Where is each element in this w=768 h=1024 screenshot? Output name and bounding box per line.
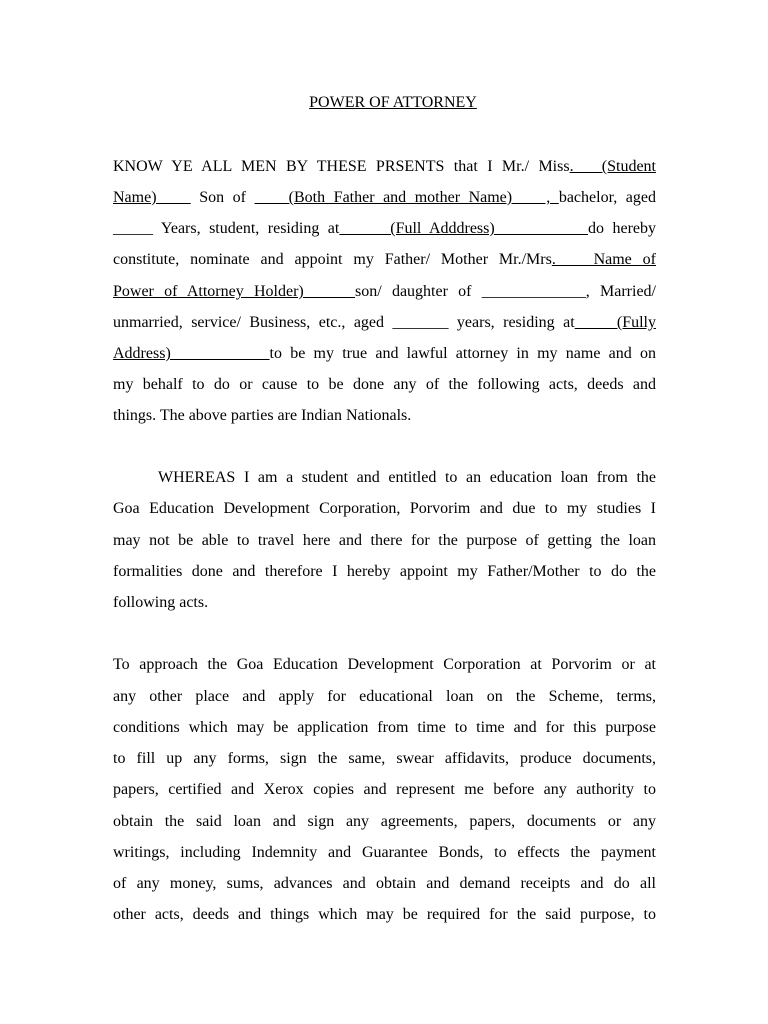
para1-line-9: things. The above parties are Indian Nationals. xyxy=(113,407,412,424)
para3-line-3: conditions which may be application from time to time and for this purpose xyxy=(113,719,656,736)
blank-age: _____ xyxy=(113,220,153,237)
para2-line-1: WHEREAS I am a student and entitled to an education loan from the xyxy=(158,469,656,486)
para2-line-5: following acts. xyxy=(113,594,209,611)
para1-line-4 xyxy=(113,249,656,271)
para1-line-7 xyxy=(113,343,656,365)
blank-parents-name: (Both Father and mother Name) , xyxy=(254,189,559,206)
text: to be my true and lawful attorney in my name and on xyxy=(269,345,657,362)
para3-line-4: to fill up any forms, sign the same, swear affidavits, produce documents, xyxy=(113,750,656,767)
para3-line-5: papers, certified and Xerox copies and represent me before any authority to xyxy=(113,781,656,798)
para3-line-9: other acts, deeds and things which may be required for the said purpose, to xyxy=(113,906,656,923)
para3-line-1: To approach the Goa Education Development Corporation at Porvorim or at xyxy=(113,656,656,673)
para1-line-1 xyxy=(113,156,656,178)
text: Years, student, residing at xyxy=(153,220,340,237)
blank-holder-address: (Fully xyxy=(574,314,656,331)
para2-line-2: Goa Education Development Corporation, Porvorim and due to my studies I xyxy=(113,500,656,517)
document-title: POWER OF ATTORNEY xyxy=(309,94,477,111)
para3-line-6: obtain the said loan and sign any agreements, papers, documents or any xyxy=(113,813,656,830)
blank-holder-name-cont: Power of Attorney Holder) xyxy=(113,283,356,300)
blank-holder-address-cont: Address) xyxy=(113,345,270,362)
para1-line-5 xyxy=(113,281,656,303)
para1-line-2 xyxy=(113,187,656,209)
blank-student-name-cont: Name) xyxy=(113,189,191,206)
para1-line-3 xyxy=(113,218,656,240)
para3-line-2: any other place and apply for educational loan on the Scheme, terms, xyxy=(113,688,656,705)
text: son/ daughter of _____________, Married/ xyxy=(355,283,656,300)
text: unmarried, service/ Business, etc., aged _______ years, residing at xyxy=(113,314,575,331)
para1-line-8: my behalf to do or cause to be done any of the following acts, deeds and xyxy=(113,376,656,393)
para2-line-3: may not be able to travel here and there for the purpose of getting the loan xyxy=(113,532,656,549)
text: KNOW YE ALL MEN BY THESE PRSENTS that I Mr./ Miss xyxy=(113,158,570,175)
para3-line-8: of any money, sums, advances and obtain and demand receipts and do all xyxy=(113,875,656,892)
blank-student-name: . (Student xyxy=(569,158,657,175)
para1-line-6 xyxy=(113,312,656,334)
blank-full-address: (Full Adddress) xyxy=(339,220,588,237)
text: do hereby xyxy=(588,220,657,237)
blank-holder-name: . __Name of xyxy=(551,251,657,268)
text: bachelor, aged xyxy=(558,189,656,206)
para2-line-4: formalities done and therefore I hereby appoint my Father/Mother to do the xyxy=(113,563,656,580)
text: Son of xyxy=(190,189,255,206)
para3-line-7: writings, including Indemnity and Guarantee Bonds, to effects the payment xyxy=(113,844,656,861)
text: constitute, nominate and appoint my Father/ Mother Mr./Mrs xyxy=(113,251,552,268)
